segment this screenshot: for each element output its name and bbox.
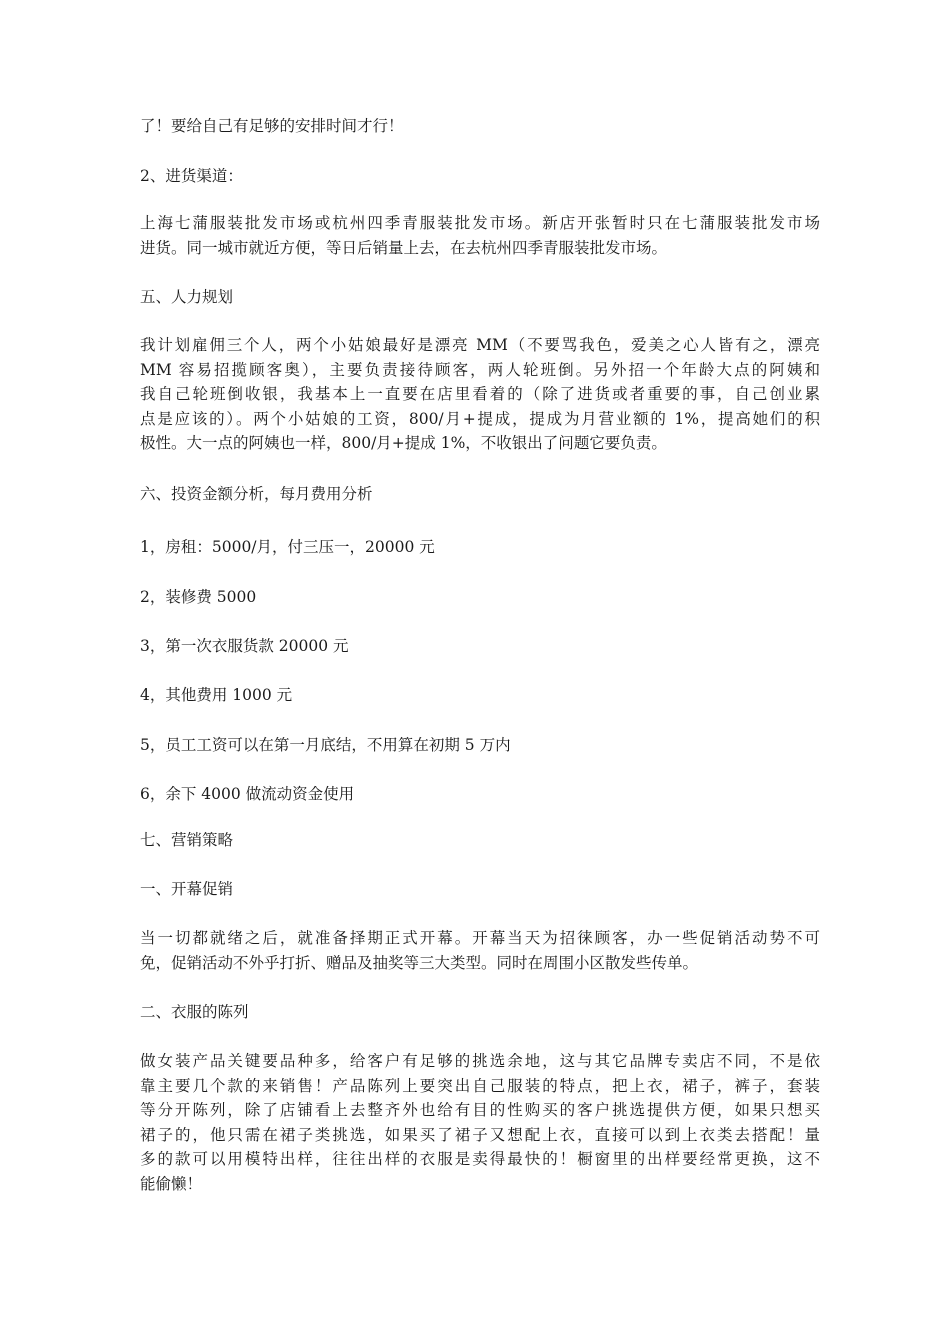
paragraph-purchase-channels — [140, 211, 820, 260]
text-line: 上海七蒲服装批发市场或杭州四季青服装批发市场。新店开张暂时只在七蒲服装批发市场 — [140, 214, 820, 232]
paragraph-intro-ending — [140, 114, 820, 139]
text-line: 了！要给自己有足够的安排时间才行！ — [140, 117, 404, 135]
list-item-wages — [140, 733, 820, 758]
list-item-other-costs — [140, 683, 820, 708]
list-item-rent — [140, 535, 820, 560]
text-line: 免，促销活动不外乎打折、赠品及抽奖等三大类型。同时在周围小区散发些传单。 — [140, 953, 699, 972]
paragraph-clothing-display — [140, 1049, 820, 1196]
text-line: 五、人力规划 — [140, 288, 234, 306]
text-line: 1，房租：5000/月，付三压一，20000 元 — [140, 538, 435, 556]
paragraph-staffing-plan — [140, 333, 820, 456]
text-line: 多的款可以用模特出样，往往出样的衣服是卖得最快的！橱窗里的出样要经常更换，这不 — [140, 1150, 820, 1168]
list-item-renovation — [140, 585, 820, 610]
text-line: 一、开幕促销 — [140, 880, 234, 898]
heading-opening-promotion — [140, 877, 820, 902]
heading-purchase-channels — [140, 164, 820, 189]
text-line: 进货。同一城市就近方便，等日后销量上去，在去杭州四季青服装批发市场。 — [140, 238, 668, 257]
text-line: 二、衣服的陈列 — [140, 1003, 249, 1021]
text-line: 做女装产品关键要品种多，给客户有足够的挑选余地，这与其它品牌专卖店不同，不是依 — [140, 1052, 820, 1070]
text-line: 5，员工工资可以在第一月底结，不用算在初期 5 万内 — [140, 736, 511, 754]
text-line: 我自己轮班倒收银，我基本上一直要在店里看着的（除了进货或者重要的事，自己创业累 — [140, 385, 820, 403]
paragraph-opening-promotion — [140, 926, 820, 975]
text-line: 3，第一次衣服货款 20000 元 — [140, 637, 349, 655]
text-line: 4，其他费用 1000 元 — [140, 686, 293, 704]
text-line: 当一切都就绪之后，就准备择期正式开幕。开幕当天为招徕顾客，办一些促销活动势不可 — [140, 929, 820, 947]
text-line: 裙子的，他只需在裙子类挑选，如果买了裙子又想配上衣，直接可以到上衣类去搭配！量 — [140, 1125, 820, 1144]
text-line: 2，装修费 5000 — [140, 588, 257, 606]
heading-marketing-strategy — [140, 828, 820, 853]
text-line: 靠主要几个款的来销售！产品陈列上要突出自己服装的特点，把上衣，裙子，裤子，套装 — [140, 1076, 820, 1095]
heading-staffing-plan — [140, 285, 820, 310]
heading-clothing-display — [140, 1000, 820, 1025]
text-line: 6，余下 4000 做流动资金使用 — [140, 785, 355, 803]
heading-investment-analysis — [140, 482, 820, 507]
list-item-first-stock — [140, 634, 820, 659]
text-line: 七、营销策略 — [140, 831, 234, 849]
text-line: 点是应该的）。两个小姑娘的工资，800/月+提成，提成为月营业额的 1%，提高她们的积 — [140, 409, 820, 428]
text-line: 2、进货渠道： — [140, 167, 243, 185]
list-item-working-capital — [140, 782, 820, 807]
text-line: 等分开陈列，除了店铺看上去整齐外也给有目的性购买的客户挑选提供方便，如果只想买 — [140, 1101, 820, 1119]
text-line: 极性。大一点的阿姨也一样，800/月+提成 1%，不收银出了问题它要负责。 — [140, 434, 667, 452]
text-line: MM 容易招揽顾客奥），主要负责接待顾客，两人轮班倒。另外招一个年龄大点的阿姨和 — [140, 360, 820, 379]
text-line: 我计划雇佣三个人，两个小姑娘最好是漂亮 MM（不要骂我色，爱美之心人皆有之，漂亮 — [140, 336, 820, 354]
text-line: 能偷懒！ — [140, 1174, 203, 1193]
text-line: 六、投资金额分析，每月费用分析 — [140, 485, 373, 503]
